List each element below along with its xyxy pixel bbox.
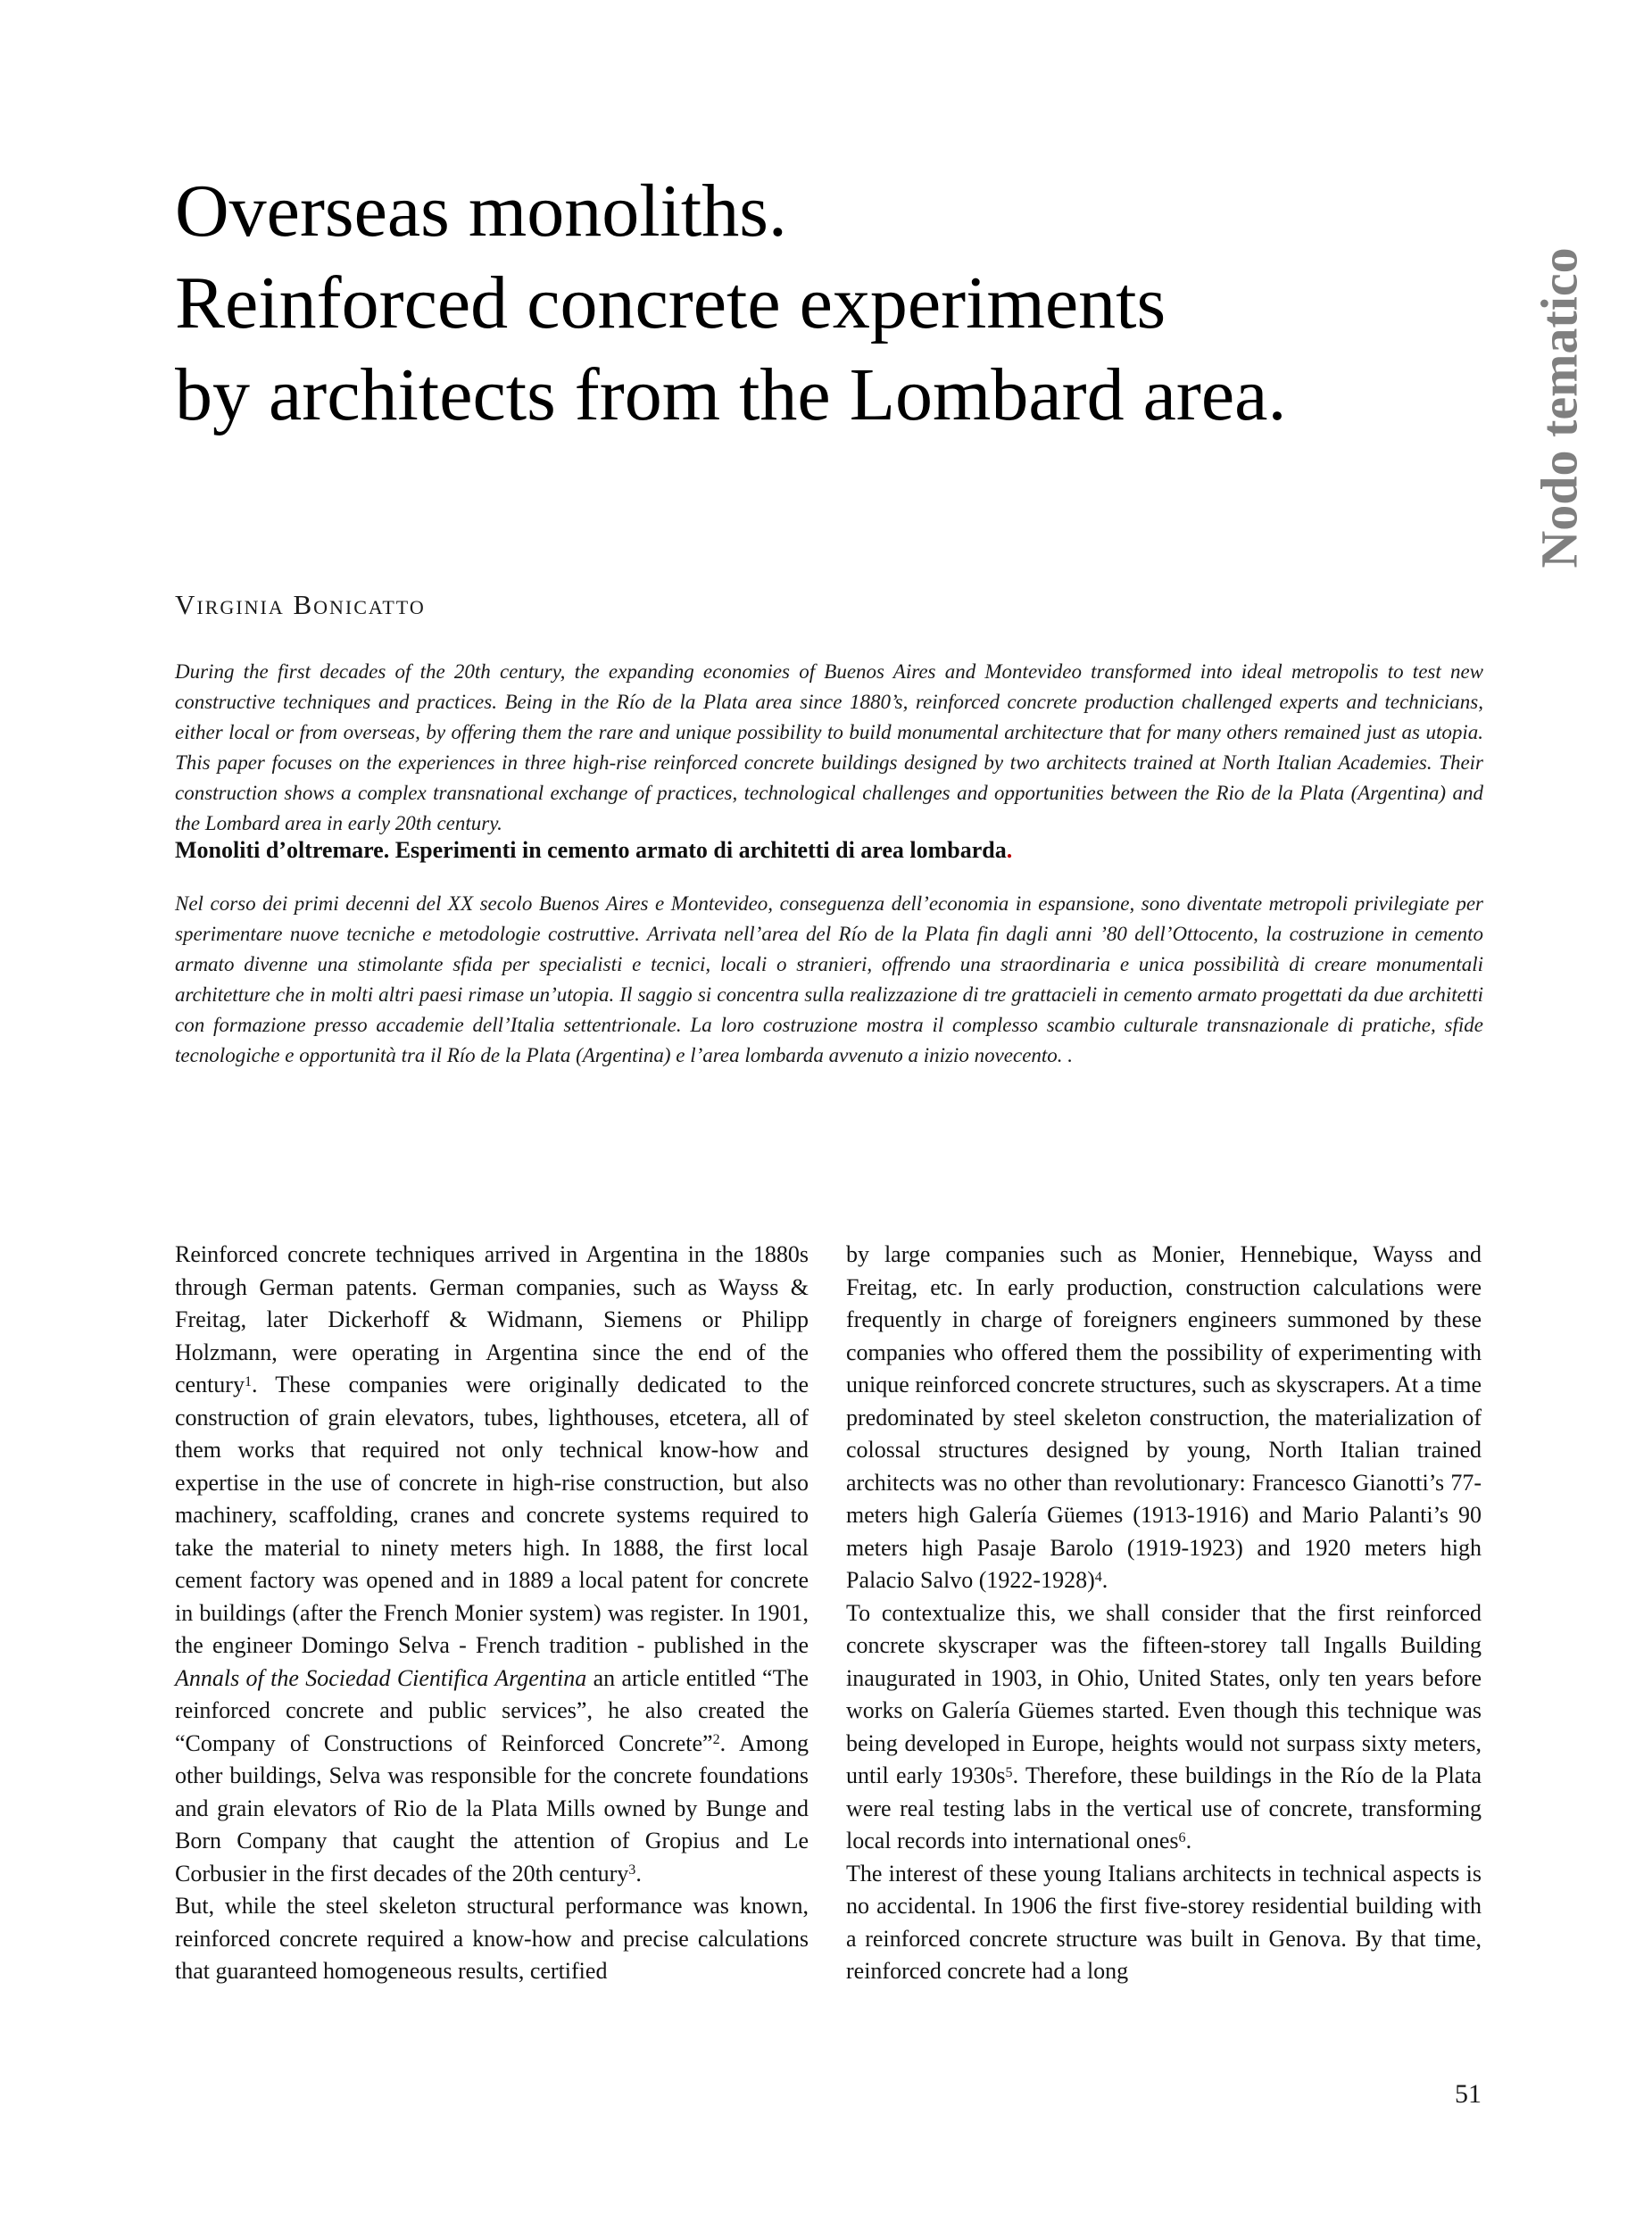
title-line-2: Reinforced concrete experiments bbox=[175, 261, 1166, 344]
body-column-left bbox=[175, 1239, 809, 1988]
article-title bbox=[175, 165, 1286, 441]
abstract-italian-heading bbox=[175, 837, 1012, 864]
red-period: . bbox=[1006, 837, 1013, 863]
title-line-1: Overseas monoliths. bbox=[175, 170, 787, 253]
paragraph: by large companies such as Monier, Hennebique, Wayss and Freitag, etc. In early production, construction calculations were frequently in charge of foreigners engineers summoned by these companies who offered them the possibility of experimenting with unique reinforced concrete structures, such as skyscrapers. At a time predominated by steel skeleton construction, the materialization of colossal structures designed by young, North Italian trained architects was no other than revolutionary: Francesco Gianotti’s 77-meters high Galería Güemes (1913-1916) and Mario Palanti’s 90 meters high Pasaje Barolo (1919-1923) and 1920 meters high Palacio Salvo (1922-1928)$^4$. bbox=[846, 1241, 1482, 1593]
paragraph: To contextualize this, we shall consider that the first reinforced concrete skyscraper was the fifteen-storey tall Ingalls Building inaugurated in 1903, in Ohio, United States, only ten years before works on Galería Güemes started. Even though this technique was being developed in Europe, heights would not surpass sixty meters, until early $1930s^5$. Therefore, these buildings in the Río de la Plata were real testing labs in the vertical use of concrete, transforming local records into international ones$^6$. bbox=[846, 1599, 1482, 1853]
paragraph: The interest of these young Italians architects in technical aspects is no accidental. In 1906 the first five-storey residential building with a reinforced concrete structure was built in Genova. By that time, reinforced concrete had a long bbox=[846, 1860, 1482, 1984]
abstract-italian: Nel corso dei primi decenni del XX secolo Buenos Aires e Montevideo, conseguenza dell’economia in espansione, sono diventate metropoli privilegiate per sperimentare nuove tecniche e metodologie costruttive. Arrivata nell’area del Río de la Plata fin dagli anni ’80 dell’Ottocento, la costruzione in cemento armato divenne una stimolante sfida per specialisti e tecnici, locali o stranieri, offrendo una straordinaria e unica possibilità di creare monumentali architetture che in molti altri paesi rimase un’utopia. Il saggio si concentra sulla realizzazione di tre grattacieli in cemento armato progettati da due architetti con formazione presso accademie dell’Italia settentrionale. La loro costruzione mostra il complesso scambio culturale transnazionale di pratiche, sfide tecnologiche e opportunità tra il Río de la Plata (Argentina) e l’area lombarda avvenuto a inizio novecento. . bbox=[175, 892, 1483, 1066]
author-name: Virginia Bonicatto bbox=[175, 589, 426, 620]
paragraph: But, while the steel skeleton structural performance was known, reinforced concrete required a know-how and precise calculations that guaranteed homogeneous results, certified bbox=[175, 1893, 809, 1984]
paragraph: Reinforced concrete techniques arrived in Argentina in the 1880s through German patents. German companies, such as Wayss & Freitag, later Dickerhoff & Widmann, Siemens or Philipp Holzmann, were operating in Argentina since the end of the century$^1$. These companies were originally dedicated to the construction of grain elevators, tubes, lighthouses, etcetera, all of them works that required not only technical know-how and expertise in the use of concrete in high-rise construction, but also machinery, scaffolding, cranes and concrete systems required to take the material to ninety meters high. In 1888, the first local cement factory was opened and in 1889 a local patent for concrete in buildings (after the French Monier system) was register. In 1901, the engineer Domingo Selva - French tradition - published in the Annals of the Sociedad Cientifica Argentina an article entitled “The reinforced concrete and public services”, he also created the “Company of Constructions of Reinforced Concrete”$^2$. Among other buildings, Selva was responsible for the concrete foundations and grain elevators of Rio de la Plata Mills owned by Bunge and Born Company that caught the attention of Gropius and Le Corbusier in the first decades of the 20th century$^3$. bbox=[175, 1241, 809, 1886]
abstract-italian-heading-text: Monoliti d’oltremare. Esperimenti in cemento armato di architetti di area lombarda bbox=[175, 837, 1007, 863]
body-column-right bbox=[846, 1239, 1482, 1988]
abstract-english: During the first decades of the 20th century, the expanding economies of Buenos Aires and Montevideo transformed into ideal metropolis to test new constructive techniques and practices. Being in the Río de la Plata area since 1880’s, reinforced concrete production challenged experts and technicians, either local or from overseas, by offering them the rare and unique possibility to build monumental architecture that for many others remained just as utopia. This paper focuses on the experiences in three high-rise reinforced concrete buildings designed by two architects trained at North Italian Academies. Their construction shows a complex transnational exchange of practices, technological challenges and opportunities between the Rio de la Plata (Argentina) and the Lombard area in early 20th century. bbox=[175, 660, 1483, 834]
page-number: 51 bbox=[1455, 2079, 1482, 2109]
section-side-label: Nodo tematico bbox=[1530, 247, 1589, 568]
title-line-3: by architects from the Lombard area. bbox=[175, 353, 1287, 436]
